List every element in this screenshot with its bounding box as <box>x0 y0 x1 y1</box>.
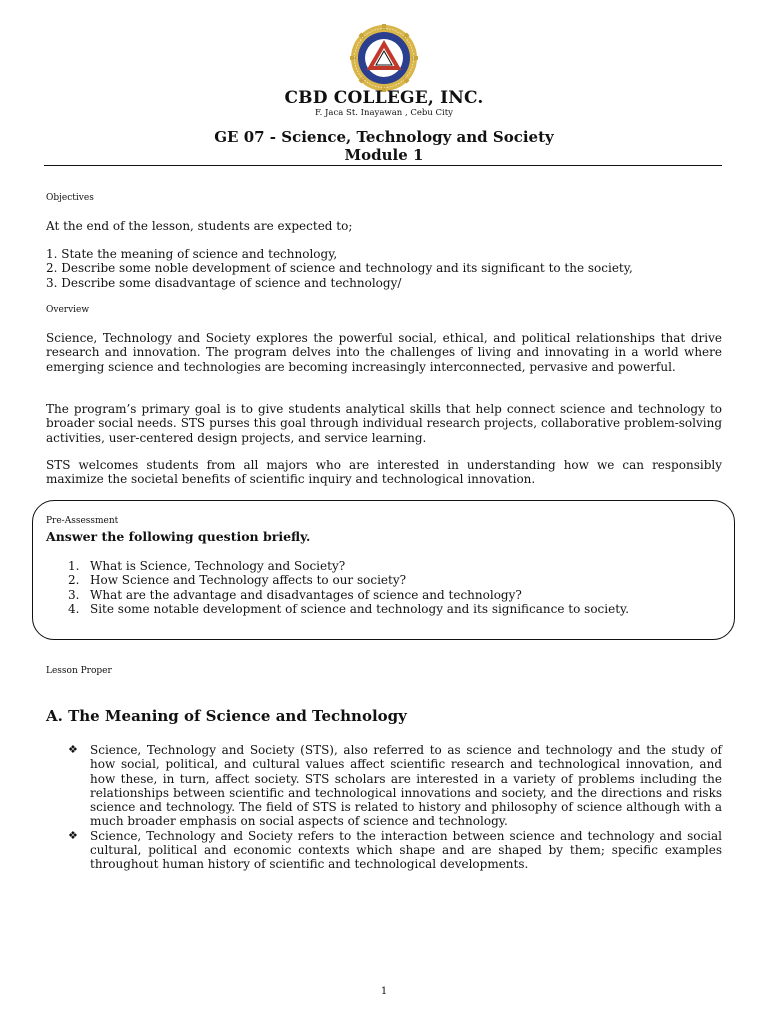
section-heading: A. The Meaning of Science and Technology <box>46 707 407 725</box>
college-seal-logo <box>350 24 418 92</box>
question-item <box>46 559 722 573</box>
objective-item: 1. State the meaning of science and technology, <box>46 247 338 261</box>
objective-item: 3. Describe some disadvantage of science and technology/ <box>46 275 402 290</box>
pre-assessment-instruction: Answer the following question briefly. <box>46 529 311 544</box>
diamond-bullet-icon: ❖ <box>68 828 78 842</box>
bullet-item <box>46 743 722 829</box>
pre-assessment-label: Pre-Assessment <box>46 516 119 526</box>
overview-label: Overview <box>46 305 90 315</box>
question-text: How Science and Technology affects to our society? <box>90 573 407 588</box>
question-number: 4. <box>68 601 80 616</box>
question-text: What is Science, Technology and Society? <box>90 559 346 573</box>
bullet-item <box>46 829 722 872</box>
bullet-text: Science, Technology and Society refers to the interaction between science and technology and social cultural, political and economic contexts which shape and are shaped by them; specific examples throughout human history of scientific and technological developments. <box>90 828 722 872</box>
pre-assessment-questions <box>46 559 722 616</box>
page-number: 1 <box>380 986 388 997</box>
objectives-list <box>46 247 722 290</box>
overview-paragraph: The program’s primary goal is to give students analytical skills that help connect science and technology to broader social needs. STS purses this goal through individual research projects, collaborative problem-solving activities, user-centered design projects, and service learning. <box>46 402 722 445</box>
question-number: 1. <box>68 559 80 573</box>
question-item <box>46 588 722 602</box>
objectives-intro: At the end of the lesson, students are expected to; <box>46 219 353 233</box>
course-title: GE 07 - Science, Technology and Society <box>214 128 554 146</box>
objectives-label: Objectives <box>46 193 94 203</box>
module-title: Module 1 <box>344 146 424 164</box>
bullet-text: Science, Technology and Society (STS), also referred to as science and technology and the study of how social, political, and cultural values affect scientific research and technological innovation, and how these, in turn, affect society. STS scholars are interested in a variety of problems including the relationships between scientific and technological innovations and society, and the directions and risks science and technology. The field of STS is related to history and philosophy of science although with a much broader emphasis on social aspects of science and technology. <box>90 743 722 829</box>
question-number: 3. <box>68 587 80 602</box>
header-divider <box>44 165 722 166</box>
question-text: What are the advantage and disadvantages of science and technology? <box>90 587 522 602</box>
overview-paragraph: Science, Technology and Society explores the powerful social, ethical, and political relationships that drive research and innovation. The program delves into the challenges of living and innovating in a world where emerging science and technologies are becoming increasingly interconnected, pervasive and powerful. <box>46 331 722 374</box>
question-item <box>46 573 722 587</box>
overview-paragraph: STS welcomes students from all majors who are interested in understanding how we can responsibly maximize the societal benefits of scientific inquiry and technological innovation. <box>46 458 722 487</box>
college-address: F. Jaca St. Inayawan , Cebu City <box>315 108 453 118</box>
college-name: CBD COLLEGE, INC. <box>284 88 484 108</box>
lesson-proper-label: Lesson Proper <box>46 666 112 676</box>
question-text: Site some notable development of science and technology and its significance to society. <box>90 601 630 616</box>
diamond-bullet-icon: ❖ <box>68 743 78 756</box>
question-number: 2. <box>68 573 80 588</box>
question-item <box>46 602 722 616</box>
objective-item: 2. Describe some noble development of science and technology and its significant to the society, <box>46 261 633 276</box>
lesson-bullets <box>46 743 722 872</box>
